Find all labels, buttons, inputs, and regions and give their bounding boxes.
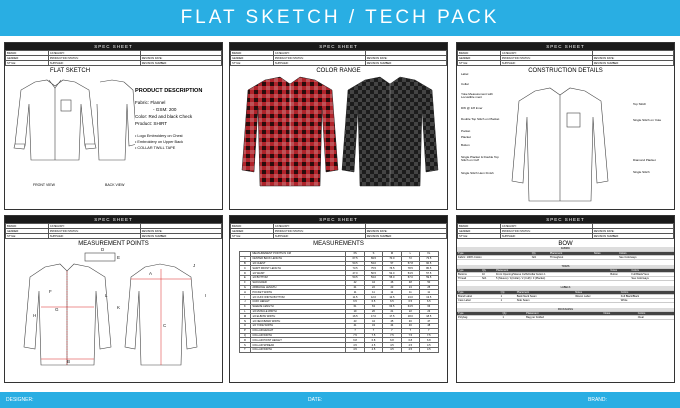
svg-text:J: J bbox=[193, 263, 196, 268]
measurement-table bbox=[239, 251, 439, 353]
table-row: H POCKET WIDTH 11 11 11 11 11 bbox=[239, 290, 438, 295]
table-row: S COLLAR SPREAD 4.5 4.5 4.5 4.5 4.5 bbox=[239, 343, 438, 348]
bow-section-table: PACKAGING Type Qty Placement Notes Colors Polybag 1 Bag per Folded Clear bbox=[457, 308, 674, 321]
table-row: N 1/2 NECKBAND WIDTH 43 44 45 46 47 bbox=[239, 319, 438, 324]
svg-text:I: I bbox=[205, 293, 207, 298]
shirt-sketch-front-back bbox=[5, 74, 135, 174]
panel-measurement-points: SPEC SHEET BRAND: CATEGORY: GENDER: PRODUCTION STATUS: REVISION DATE: STYLE: SUPPLIER: REVISION NUMBER: MEASUREMENT POINTS D E A F G H I J K L B C bbox=[4, 215, 223, 383]
table-row: T COLLAR WIDTH 4.5 4.5 4.5 4.5 4.5 bbox=[239, 347, 438, 352]
table-row: C SHIRT FRONT LENGTH 73.5 75.5 76.5 78.5 80.5 bbox=[239, 266, 438, 271]
svg-text:K: K bbox=[117, 305, 121, 310]
color-line: Color: Red and black Check bbox=[135, 114, 193, 119]
panel-bow: SPEC SHEET BRAND: CATEGORY: GENDER: PRODUCTION STATUS: REVISION DATE: STYLE: SUPPLIER: REVISION NUMBER: BOW FABRIC Type Qty Placement Notes Colors Fabric: 100% Cotton N/A Throughout See Colorways TRIMS Type Qty Placement Notes Colors Buttons 10 Front Opening/Sleeve Cuffs/Collar button 1 Button Full Black/Yeux Thread N/A 5 (Sleeve) / 1(Collar) / 2 (Cuff) / 3 (Placket) See Colorways LABELS Type Qty Placement Notes Colors Brand Label 1 Back Neck Seam Woven Label Full Black/Black Care Label 1 Side Seam White PACKAGING Type Qty Placement Notes Colors Polybag 1 Bag per Folded Clear bbox=[456, 215, 675, 383]
table-row: Thread N/A 5 (Sleeve) / 1(Collar) / 2 (Cuff) / 3 (Placket) See Colorways bbox=[457, 277, 674, 281]
panel-flat-sketch bbox=[4, 42, 223, 210]
svg-text:D: D bbox=[101, 247, 105, 252]
product-description-heading: PRODUCT DESCRIPTION bbox=[135, 88, 203, 94]
table-row: B 1/2 CHEST 50.5 53.0 57 57.8 60.5 bbox=[239, 261, 438, 266]
bow-section-name: LABELS bbox=[457, 286, 674, 290]
bow-section-table: LABELS Type Qty Placement Notes Colors Brand Label 1 Back Neck Seam Woven Label Full Black/Black Care Label 1 Side Seam White bbox=[457, 286, 674, 303]
right-callouts: Top Stitch Single Stitch on Yoke Diamond Placket Single Stitch bbox=[633, 102, 662, 174]
table-row: R COLLAR POINT HEIGHT 6.8 6.8 6.8 6.8 6.8 bbox=[239, 338, 438, 343]
svg-text:C: C bbox=[163, 323, 167, 328]
footer-designer: DESIGNER: bbox=[6, 397, 34, 403]
table-row: K SLEEVE LENGTH 61 63 63.5 64.5 66 bbox=[239, 304, 438, 309]
measurements-title: MEASUREMENTS bbox=[313, 241, 364, 247]
table-row: G ARMHOLE LENGTH 21 22 23 24 25 bbox=[239, 285, 438, 290]
bullet-list: • Logo Embroidery on Chest • Embroidery on Upper Back • COLLAR TWILL TAPE bbox=[135, 134, 183, 150]
svg-text:H: H bbox=[33, 313, 37, 318]
construction-shirt bbox=[505, 81, 625, 206]
gsm-line: - GSM: 200 bbox=[153, 107, 177, 112]
back-view-label: BACK VIEW bbox=[105, 183, 125, 187]
table-row: Buttons 10 Front Opening/Sleeve Cuffs/Collar button 1 Button Full Black/Yeux bbox=[457, 273, 674, 277]
svg-text:F: F bbox=[49, 289, 52, 294]
bow-section-name: PACKAGING bbox=[457, 308, 674, 312]
footer-date: DATE: bbox=[308, 397, 323, 403]
measurement-header-row: MEASUREMENT POINTS IN CM XS S M L XL bbox=[239, 252, 438, 257]
spec-sheet-header: SPEC SHEET bbox=[5, 43, 222, 50]
table-row: Care Label 1 Side Seam White bbox=[457, 298, 674, 302]
product-description bbox=[135, 88, 223, 151]
bow-section-name: FABRIC bbox=[457, 247, 674, 251]
svg-text:B: B bbox=[67, 359, 71, 364]
fabric-line: Fabric: Flannel bbox=[135, 100, 166, 105]
banner-title: FLAT SKETCH / TECH PACK bbox=[180, 7, 500, 28]
construction-title: CONSTRUCTION DETAILS bbox=[528, 68, 603, 74]
page-footer bbox=[0, 392, 680, 408]
flat-sketch-title: FLAT SKETCH bbox=[49, 68, 91, 74]
svg-text:E: E bbox=[117, 255, 121, 260]
table-row: J CUFF HEIGHT 6.5 6.5 6.5 6.5 6.5 bbox=[239, 299, 438, 304]
table-row: Brand Label 1 Back Neck Seam Woven Label Full Black/Black bbox=[457, 294, 674, 298]
measurement-diagram bbox=[5, 247, 223, 367]
table-row: O 1/2 YOKE WIDTH 41 43 44 46 48 bbox=[239, 323, 438, 328]
spec-header-table: BRAND: CATEGORY: GENDER: PRODUCTION STATUS: REVISION DATE: STYLE: SUPPLIER: REVISION NUMBER: bbox=[5, 50, 222, 66]
table-row: L 1/2 MUSCLE WIDTH 19 20 21 22 23 bbox=[239, 309, 438, 314]
bow-section-table: FABRIC Type Qty Placement Notes Colors Fabric: 100% Cotton N/A Throughout See Colorways bbox=[457, 247, 674, 260]
bow-title: BOW bbox=[558, 241, 573, 247]
product-line: Product: SHIRT bbox=[135, 121, 168, 126]
color-range-title: COLOR RANGE bbox=[316, 68, 361, 74]
panel-measurements: SPEC SHEET BRAND: CATEGORY: GENDER: PRODUCTION STATUS: REVISION DATE: STYLE: SUPPLIER: REVISION NUMBER: MEASUREMENTS MEASUREMENT POINTS IN CM XS S M L XL A CENTER BACK LENGTH 67.5 69.5 70.0 72 73.5 B 1/2 CHEST 50.5 53.0 57 57.8 60.5 C SHIRT FRONT LENGTH 73.5 75.5 76.5 78.5 80.5 D 1/2 WAIST 47.0 50.5 52.0 54.5 57.5 E 1/2 BOTTOM 50.5 53.0 55.0 57.0 59.5 F SHOULDER 42 44 46 48 50 G ARMHOLE LENGTH 21 22 23 24 25 H POCKET WIDTH 11 11 11 11 11 I 1/2 CUFF WIDTH BOTTOM 11.5 12.0 12.5 13.0 13.5 J CUFF HEIGHT 6.5 6.5 6.5 6.5 6.5 K SLEEVE LENGTH 61 63 63.5 64.5 66 L 1/2 MUSCLE WIDTH 19 20 21 22 23 M 1/2 ELBOW WIDTH 16.5 17.0 17.5 18.0 18.5 N 1/2 NECKBAND WIDTH 43 44 45 46 47 O 1/2 YOKE WIDTH 41 43 44 46 48 P COLLAR HEIGHT 7 7 7 7 7 Q COLLAR WIDTH 7.5 7.5 7.5 7.5 7.5 R COLLAR POINT HEIGHT 6.8 6.8 6.8 6.8 6.8 S COLLAR SPREAD 4.5 4.5 4.5 4.5 4.5 T COLLAR WIDTH 4.5 4.5 4.5 4.5 4.5 bbox=[229, 215, 448, 383]
table-row: I 1/2 CUFF WIDTH BOTTOM 11.5 12.0 12.5 13.0 13.5 bbox=[239, 295, 438, 300]
table-row: Fabric: 100% Cotton N/A Throughout See Colorways bbox=[457, 255, 674, 259]
table-row: D 1/2 WAIST 47.0 50.5 52.0 54.5 57.5 bbox=[239, 271, 438, 276]
panel-construction: SPEC SHEET BRAND: CATEGORY: GENDER: PRODUCTION STATUS: REVISION DATE: STYLE: SUPPLIER: REVISION NUMBER: CONSTRUCTION DETAILS Label Collar Yoke Measurement with Locustible ment DW @ 1/8 Inner Double Top Stitch on Placket Pocket Placket Button Single Placket & Double Top Stitch on Cuff Single Stitch Hem Finish Top Stitch Single Stitch on Yoke Diamond Placket Single Stitch bbox=[456, 42, 675, 210]
table-row: Polybag 1 Bag per Folded Clear bbox=[457, 316, 674, 320]
table-row: Q COLLAR WIDTH 7.5 7.5 7.5 7.5 7.5 bbox=[239, 333, 438, 338]
table-row: A CENTER BACK LENGTH 67.5 69.5 70.0 72 73.5 bbox=[239, 256, 438, 261]
page-banner bbox=[0, 0, 680, 36]
measurement-points-title: MEASUREMENT POINTS bbox=[78, 241, 149, 247]
front-view-label: FRONT VIEW bbox=[33, 183, 55, 187]
color-range-shirts bbox=[230, 74, 448, 194]
table-row: P COLLAR HEIGHT 7 7 7 7 7 bbox=[239, 328, 438, 333]
bow-sections bbox=[457, 247, 674, 325]
bow-section-name: TRIMS bbox=[457, 265, 674, 269]
svg-text:A: A bbox=[149, 271, 153, 276]
panel-color-range: SPEC SHEET BRAND: CATEGORY: GENDER: PRODUCTION STATUS: REVISION DATE: STYLE: SUPPLIER: REVISION NUMBER: COLOR RANGE bbox=[229, 42, 448, 210]
table-row: M 1/2 ELBOW WIDTH 16.5 17.0 17.5 18.0 18.5 bbox=[239, 314, 438, 319]
svg-text:G: G bbox=[55, 307, 59, 312]
bow-section-table: TRIMS Type Qty Placement Notes Colors Buttons 10 Front Opening/Sleeve Cuffs/Collar button 1 Button Full Black/Yeux Thread N/A 5 (Sleeve) / 1(Collar) / 2 (Cuff) / 3 (Placket) See Colorways bbox=[457, 265, 674, 282]
table-row: E 1/2 BOTTOM 50.5 53.0 55.0 57.0 59.5 bbox=[239, 275, 438, 280]
svg-text:L: L bbox=[105, 293, 108, 298]
footer-brand: BRAND: bbox=[588, 397, 607, 403]
table-row: F SHOULDER 42 44 46 48 50 bbox=[239, 280, 438, 285]
left-callouts: Label Collar Yoke Measurement with Locustible ment DW @ 1/8 Inner Double Top Stitch on Placket Pocket Placket Button Single Placket & Double Top Stitch on Cuff Single Stitch Hem Finish bbox=[461, 72, 500, 175]
